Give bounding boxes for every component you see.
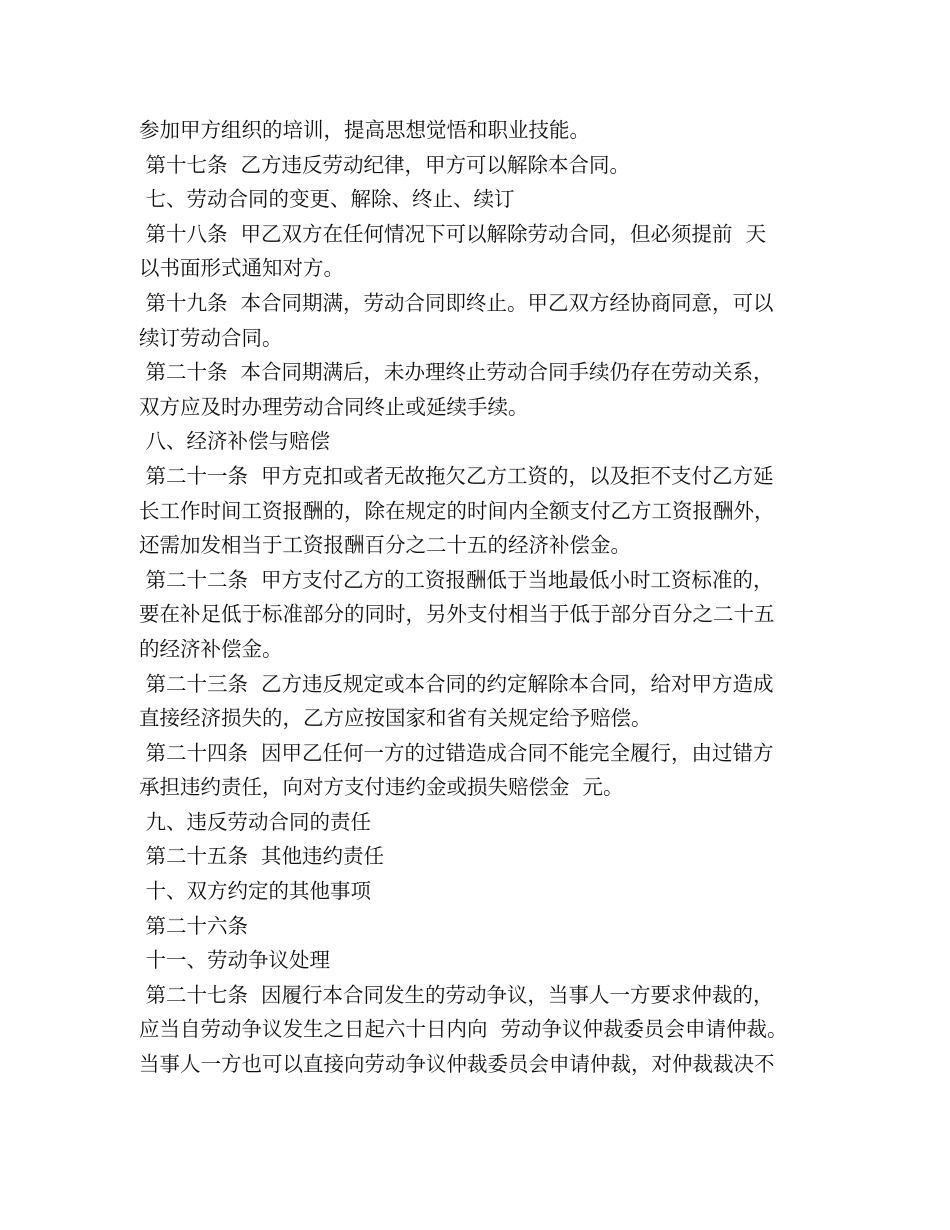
text-line: 第二十四条 因甲乙任何一方的过错造成合同不能完全履行，由过错方: [139, 740, 774, 765]
text-line: 第二十六条: [139, 913, 249, 938]
text-line: 的经济补偿金。: [139, 636, 283, 661]
text-line: 应当自劳动争议发生之日起六十日内向 劳动争议仲裁委员会申请仲裁。: [139, 1017, 788, 1042]
section-heading: 十、双方约定的其他事项: [139, 879, 372, 904]
section-heading: 九、违反劳动合同的责任: [139, 809, 372, 834]
text-line: 第十七条 乙方违反劳动纪律，甲方可以解除本合同。: [139, 152, 631, 177]
text-line: 要在补足低于标准部分的同时，另外支付相当于低于部分百分之二十五: [139, 602, 775, 627]
text-line: 第十九条 本合同期满，劳动合同即终止。甲乙双方经协商同意，可以: [139, 290, 774, 315]
text-line: 参加甲方组织的培训，提高思想觉悟和职业技能。: [139, 118, 590, 142]
text-line: 第二十二条 甲方支付乙方的工资报酬低于当地最低小时工资标准的，: [139, 567, 774, 592]
section-heading: 七、劳动合同的变更、解除、终止、续订: [139, 187, 515, 212]
text-line: 第二十三条 乙方违反规定或本合同的约定解除本合同，给对甲方造成: [139, 671, 774, 696]
section-heading: 八、经济补偿与赔偿: [139, 429, 331, 454]
text-line: 双方应及时办理劳动合同终止或延续手续。: [139, 394, 529, 419]
document-body: [139, 113, 839, 1082]
text-line: 第二十一条 甲方克扣或者无故拖欠乙方工资的，以及拒不支付乙方延: [139, 463, 774, 488]
text-line: 还需加发相当于工资报酬百分之二十五的经济补偿金。: [139, 533, 631, 558]
text-line: 承担违约责任，向对方支付违约金或损失赔偿金 元。: [139, 775, 624, 800]
text-line: 第二十五条 其他违约责任: [139, 844, 385, 869]
text-line: 第二十七条 因履行本合同发生的劳动争议，当事人一方要求仲裁的，: [139, 982, 774, 1007]
text-line: 直接经济损失的，乙方应按国家和省有关规定给予赔偿。: [139, 706, 652, 731]
text-line: 续订劳动合同。: [139, 325, 283, 350]
text-line: 第十八条 甲乙双方在任何情况下可以解除劳动合同，但必须提前 天: [139, 221, 767, 246]
text-line: 第二十条 本合同期满后，未办理终止劳动合同手续仍存在劳动关系，: [139, 360, 774, 385]
text-line: 当事人一方也可以直接向劳动争议仲裁委员会申请仲裁，对仲裁裁决不: [139, 1052, 775, 1077]
section-heading: 十一、劳动争议处理: [139, 948, 331, 973]
text-line: 长工作时间工资报酬的，除在规定的时间内全额支付乙方工资报酬外，: [139, 498, 775, 523]
text-line: 以书面形式通知对方。: [139, 256, 344, 281]
